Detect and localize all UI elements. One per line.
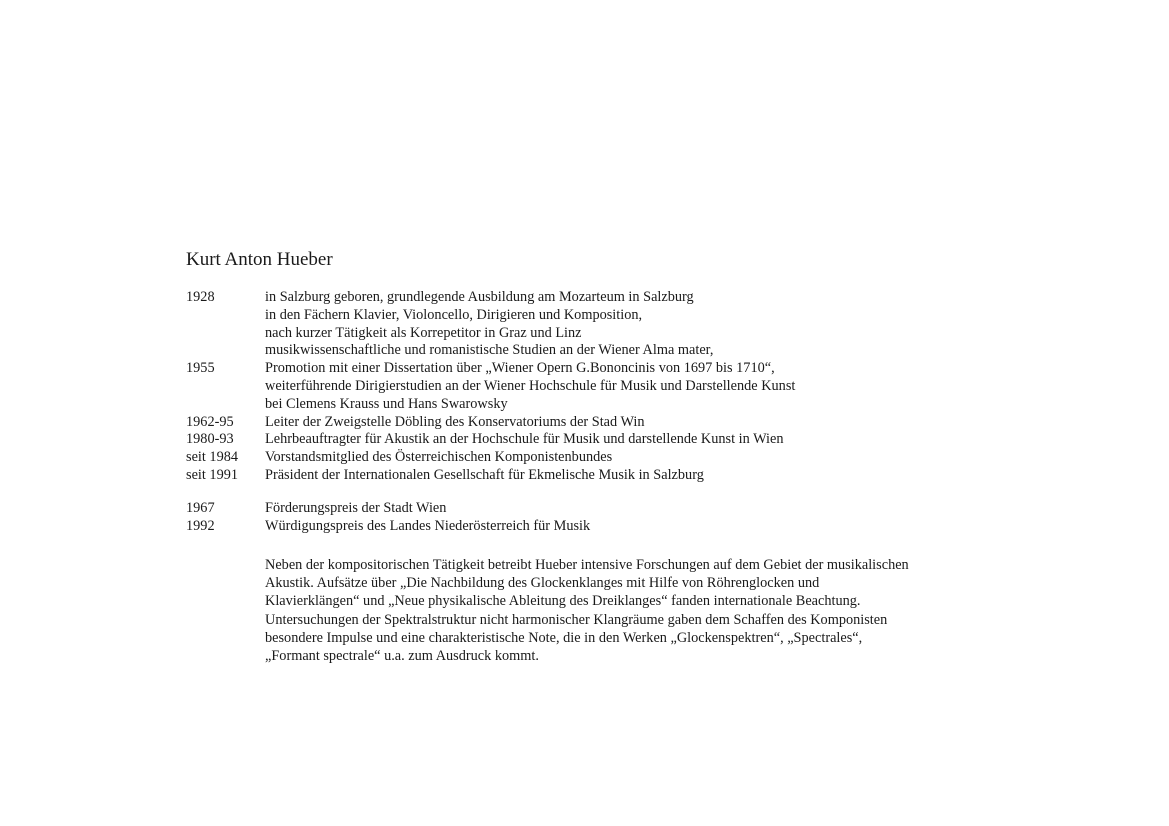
bio-entry-continuation: [186, 307, 795, 325]
bio-year: seit 1991: [186, 466, 239, 483]
paragraph-line: Neben der kompositorischen Tätigkeit betreibt Hueber intensive Forschungen auf dem Gebiet der musikalischen: [265, 557, 909, 573]
page-title: Kurt Anton Hueber: [186, 249, 333, 270]
bio-year: 1928: [186, 289, 215, 305]
bio-entry: [186, 289, 795, 307]
bio-entry: [186, 467, 795, 485]
bio-text: Promotion mit einer Dissertation über „Wiener Opern G.Bononcinis von 1697 bis 1710“,: [265, 360, 775, 377]
bio-entry-continuation: [186, 325, 795, 343]
bio-text: bei Clemens Krauss und Hans Swarowsky: [265, 395, 508, 412]
bio-entry-continuation: [186, 378, 795, 396]
bio-text: Vorstandsmitglied des Österreichischen Komponistenbundes: [265, 449, 613, 466]
paragraph-line: besondere Impulse und eine charakteristische Note, die in den Werken „Glockenspektren“, „Spectrales“,: [265, 629, 863, 646]
bio-entry: [186, 431, 795, 449]
bio-entry-continuation: [186, 342, 795, 360]
bio-text: Leiter der Zweigstelle Döbling des Konservatoriums der Stad Win: [265, 413, 645, 430]
bio-text: nach kurzer Tätigkeit als Korrepetitor in Graz und Linz: [265, 324, 582, 341]
bio-entry: [186, 414, 795, 432]
awards-list: [186, 500, 590, 536]
bio-text: in Salzburg geboren, grundlegende Ausbildung am Mozarteum in Salzburg: [265, 289, 694, 305]
bio-year: 1955: [186, 360, 215, 377]
paragraph-line: Klavierklängen“ und „Neue physikalische Ableitung des Dreiklanges“ fanden internationale Beachtung.: [265, 593, 861, 610]
bio-entry: [186, 449, 795, 467]
paragraph-line: „Formant spectrale“ u.a. zum Ausdruck kommt.: [265, 648, 539, 665]
bio-text: Lehrbeauftragter für Akustik an der Hochschule für Musik und darstellende Kunst in Wien: [265, 431, 784, 448]
bio-text: weiterführende Dirigierstudien an der Wiener Hochschule für Musik und Darstellende Kunst: [265, 377, 796, 394]
award-text: Förderungspreis der Stadt Wien: [265, 500, 447, 516]
bio-entry: [186, 360, 795, 378]
description-paragraph: [265, 556, 909, 665]
award-entry: [186, 518, 590, 536]
award-entry: [186, 500, 590, 518]
paragraph-line: Untersuchungen der Spektralstruktur nicht harmonischer Klangräume gaben dem Schaffen des Komponisten: [265, 611, 888, 628]
biography-list: [186, 289, 795, 485]
bio-entry-continuation: [186, 396, 795, 414]
bio-text: musikwissenschaftliche und romanistische Studien an der Wiener Alma mater,: [265, 342, 714, 359]
bio-text: Präsident der Internationalen Gesellschaft für Ekmelische Musik in Salzburg: [265, 466, 704, 483]
bio-text: in den Fächern Klavier, Violoncello, Dirigieren und Komposition,: [265, 306, 643, 323]
award-text: Würdigungspreis des Landes Niederösterreich für Musik: [265, 517, 591, 534]
paragraph-line: Akustik. Aufsätze über „Die Nachbildung des Glockenklanges mit Hilfe von Röhrenglocken und: [265, 575, 820, 592]
bio-year: seit 1984: [186, 449, 239, 466]
bio-year: 1980-93: [186, 431, 234, 448]
bio-year: 1962-95: [186, 413, 234, 430]
award-year: 1992: [186, 517, 215, 534]
award-year: 1967: [186, 500, 215, 516]
